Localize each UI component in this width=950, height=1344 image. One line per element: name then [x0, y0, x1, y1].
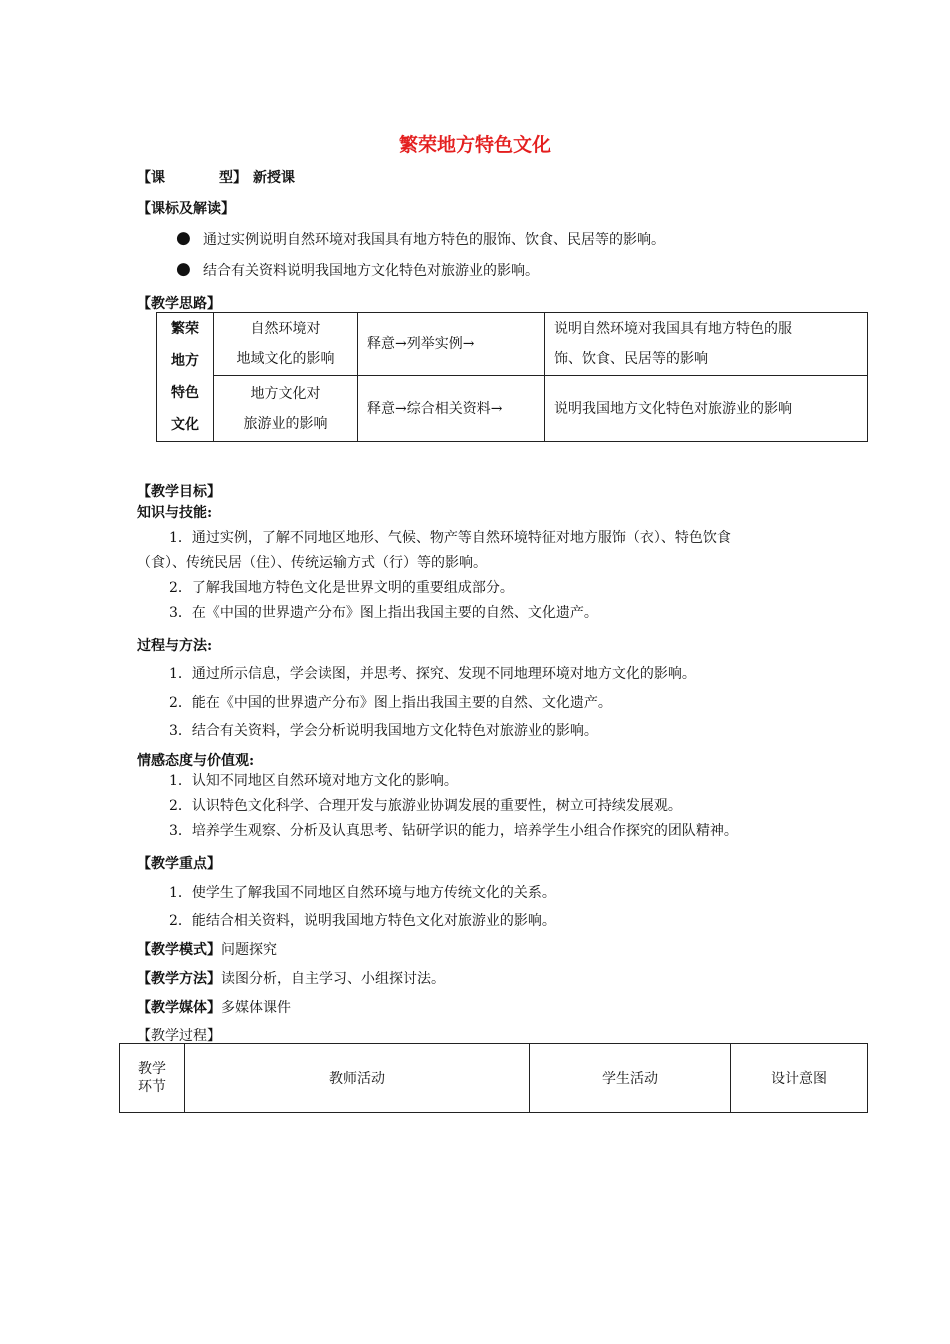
process-table-heading: 【教学过程】 — [137, 1028, 221, 1044]
page-title: 繁荣地方特色文化 — [398, 134, 551, 156]
course-type-label-open: 【课 — [137, 170, 165, 186]
course-type-label-close: 型】 — [219, 170, 247, 186]
stage-header-line: 环节 — [138, 1079, 166, 1095]
method-cell: 释意→列举实例→ — [358, 313, 545, 376]
methods-row — [137, 968, 445, 988]
methods-value: 读图分析，自主学习、小组探讨法。 — [221, 971, 445, 987]
key-points-item: 2．能结合相关资料，说明我国地方特色文化对旅游业的影响。 — [169, 913, 556, 929]
process-item: 2．能在《中国的世界遗产分布》图上指出我国主要的自然、文化遗产。 — [169, 695, 612, 711]
stage-header-line: 教学 — [138, 1061, 166, 1077]
main-label-cell — [157, 313, 214, 442]
knowledge-item: 3．在《中国的世界遗产分布》图上指出我国主要的自然、文化遗产。 — [169, 605, 598, 621]
media-label: 【教学媒体】 — [137, 1000, 221, 1016]
topic-line: 旅游业的影响 — [243, 415, 328, 432]
goal-cell: 说明我国地方文化特色对旅游业的影响 — [545, 376, 868, 442]
topic-line: 地方文化对 — [250, 385, 321, 402]
main-label-line: 文化 — [171, 417, 199, 433]
goal-cell — [545, 313, 868, 376]
teacher-activity-header: 教师活动 — [185, 1044, 530, 1113]
media-row — [137, 997, 291, 1017]
design-intent-header: 设计意图 — [731, 1044, 868, 1113]
key-points-item: 1．使学生了解我国不同地区自然环境与地方传统文化的关系。 — [169, 885, 556, 901]
objectives-heading: 【教学目标】 — [137, 484, 221, 500]
process-item: 3．结合有关资料，学会分析说明我国地方文化特色对旅游业的影响。 — [169, 723, 598, 739]
topic-cell — [214, 376, 358, 442]
course-type-value: 新授课 — [253, 170, 295, 186]
key-points-heading: 【教学重点】 — [137, 856, 221, 872]
teaching-idea-table — [156, 312, 868, 442]
knowledge-item: 1．通过实例，了解不同地区地形、气候、物产等自然环境特征对地方服饰（衣）、特色饮食 — [169, 530, 731, 546]
main-label-line: 特色 — [171, 385, 199, 401]
values-item: 1．认知不同地区自然环境对地方文化的影响。 — [169, 773, 458, 789]
standards-heading: 【课标及解读】 — [137, 201, 235, 217]
knowledge-item: 2．了解我国地方特色文化是世界文明的重要组成部分。 — [169, 580, 514, 596]
student-activity-header: 学生活动 — [530, 1044, 731, 1113]
media-value: 多媒体课件 — [221, 1000, 291, 1016]
goal-line: 饰、饮食、民居等的影响 — [554, 351, 708, 368]
methods-label: 【教学方法】 — [137, 971, 221, 987]
mode-label: 【教学模式】 — [137, 942, 221, 958]
method-cell: 释意→综合相关资料→ — [358, 376, 545, 442]
process-item: 1．通过所示信息，学会读图，并思考、探究、发现不同地理环境对地方文化的影响。 — [169, 666, 696, 682]
mode-row — [137, 939, 277, 959]
mode-value: 问题探究 — [221, 942, 277, 958]
knowledge-heading: 知识与技能: — [137, 505, 213, 521]
standards-item-2: 结合有关资料说明我国地方文化特色对旅游业的影响。 — [203, 263, 539, 279]
topic-cell — [214, 313, 358, 376]
topic-line: 自然环境对 — [250, 321, 321, 338]
main-label-line: 地方 — [171, 353, 199, 369]
values-item: 2．认识特色文化科学、合理开发与旅游业协调发展的重要性，树立可持续发展观。 — [169, 798, 682, 814]
process-heading: 过程与方法: — [137, 638, 213, 654]
bullet-icon: ● — [176, 259, 191, 279]
bullet-icon: ● — [176, 228, 191, 248]
topic-line: 地域文化的影响 — [236, 351, 335, 368]
goal-line: 说明自然环境对我国具有地方特色的服 — [554, 321, 792, 338]
process-table — [119, 1043, 868, 1113]
standards-item-1: 通过实例说明自然环境对我国具有地方特色的服饰、饮食、民居等的影响。 — [203, 232, 665, 248]
values-heading: 情感态度与价值观: — [137, 753, 255, 769]
values-item: 3．培养学生观察、分析及认真思考、钻研学识的能力，培养学生小组合作探究的团队精神。 — [169, 823, 738, 839]
knowledge-item: （食）、传统民居（住）、传统运输方式（行）等的影响。 — [137, 555, 487, 571]
teaching-idea-heading: 【教学思路】 — [137, 296, 221, 312]
main-label-line: 繁荣 — [171, 321, 199, 337]
stage-header-cell — [120, 1044, 185, 1113]
